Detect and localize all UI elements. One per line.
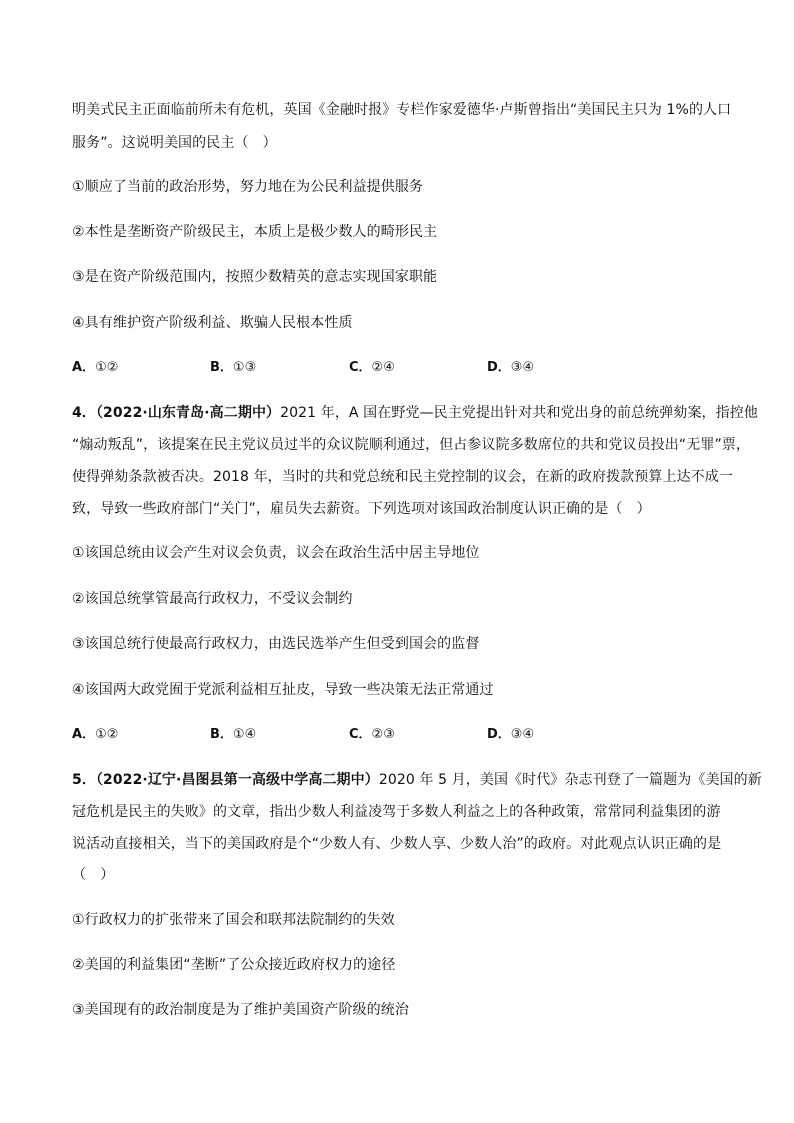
q3-item-2: ②本性是垄断资产阶级民主，本质上是极少数人的畸形民主 — [72, 224, 438, 240]
q5-number: 5． — [72, 772, 96, 788]
q5-source: （2022·辽宁·昌图县第一高级中学高二期中） — [95, 772, 379, 788]
q3-stem-line-2: 服务”。这说明美国的民主（ ） — [72, 135, 277, 151]
q4-source: （2022·山东青岛·高二期中） — [95, 405, 281, 421]
q4-stem-text: 2021 年，A 国在野党—民主党提出针对共和党出身的前总统弹劾案，指控他 — [280, 405, 758, 421]
q5-stem-text: 2020 年 5 月，美国《时代》杂志刊登了一篇题为《美国的新 — [378, 772, 762, 788]
q4-stem-line-2: “煽动叛乱”，该提案在民主党议员过半的众议院顺利通过，但占参议院多数席位的共和党议员投出“无罪”票， — [72, 437, 751, 453]
q5-stem-line-4: （ ） — [72, 867, 115, 883]
q4-item-1: ①该国总统由议会产生对议会负责，议会在政治生活中居主导地位 — [72, 545, 480, 561]
q3-option-b[interactable]: B．①③ — [210, 360, 257, 375]
q5-item-2: ②美国的利益集团“垄断”了公众接近政府权力的途径 — [72, 957, 396, 973]
q3-item-3: ③是在资产阶级范围内，按照少数精英的意志实现国家职能 — [72, 269, 438, 285]
q4-item-3: ③该国总统行使最高行政权力，由选民选举产生但受到国会的监督 — [72, 636, 480, 652]
q4-option-c[interactable]: C．②③ — [349, 727, 395, 742]
q3-option-a[interactable]: A．①② — [72, 360, 119, 375]
q3-option-d[interactable]: D．③④ — [487, 360, 535, 375]
q4-stem-line-1 — [72, 403, 758, 423]
q5-item-3: ③美国现有的政治制度是为了维护美国资产阶级的统治 — [72, 1002, 409, 1018]
q4-stem-line-4: 致，导致一些政府部门“关门”，雇员失去薪资。下列选项对该国政治制度认识正确的是（ ） — [72, 501, 651, 517]
q5-item-1: ①行政权力的扩张带来了国会和联邦法院制约的失效 — [72, 912, 395, 928]
q3-stem-line-1: 明美式民主正面临前所未有危机，英国《金融时报》专栏作家爱德华·卢斯曾指出“美国民主只为 1%的人口 — [72, 102, 732, 118]
q3-item-4: ④具有维护资产阶级利益、欺骗人民根本性质 — [72, 315, 353, 331]
q5-stem-line-2: 冠危机是民主的失败》的文章，指出少数人利益凌驾于多数人利益之上的各种政策，常常同利益集团的游 — [72, 804, 721, 820]
q4-option-a[interactable]: A．①② — [72, 727, 119, 742]
q4-item-2: ②该国总统掌管最高行政权力，不受议会制约 — [72, 591, 353, 607]
q4-stem-line-3: 使得弹劾条款被否决。2018 年，当时的共和党总统和民主党控制的议会，在新的政府拨款预算上达不成一 — [72, 469, 733, 485]
q4-option-d[interactable]: D．③④ — [487, 727, 535, 742]
q4-number: 4． — [72, 405, 96, 421]
q4-option-b[interactable]: B．①④ — [210, 727, 257, 742]
q5-stem-line-3: 说活动直接相关，当下的美国政府是个“少数人有、少数人享、少数人治”的政府。对此观点认识正确的是 — [72, 836, 722, 852]
q4-item-4: ④该国两大政党囿于党派利益相互扯皮，导致一些决策无法正常通过 — [72, 682, 494, 698]
q3-option-c[interactable]: C．②④ — [349, 360, 395, 375]
q3-item-1: ①顺应了当前的政治形势，努力地在为公民利益提供服务 — [72, 179, 424, 195]
q5-stem-line-1 — [72, 770, 762, 790]
